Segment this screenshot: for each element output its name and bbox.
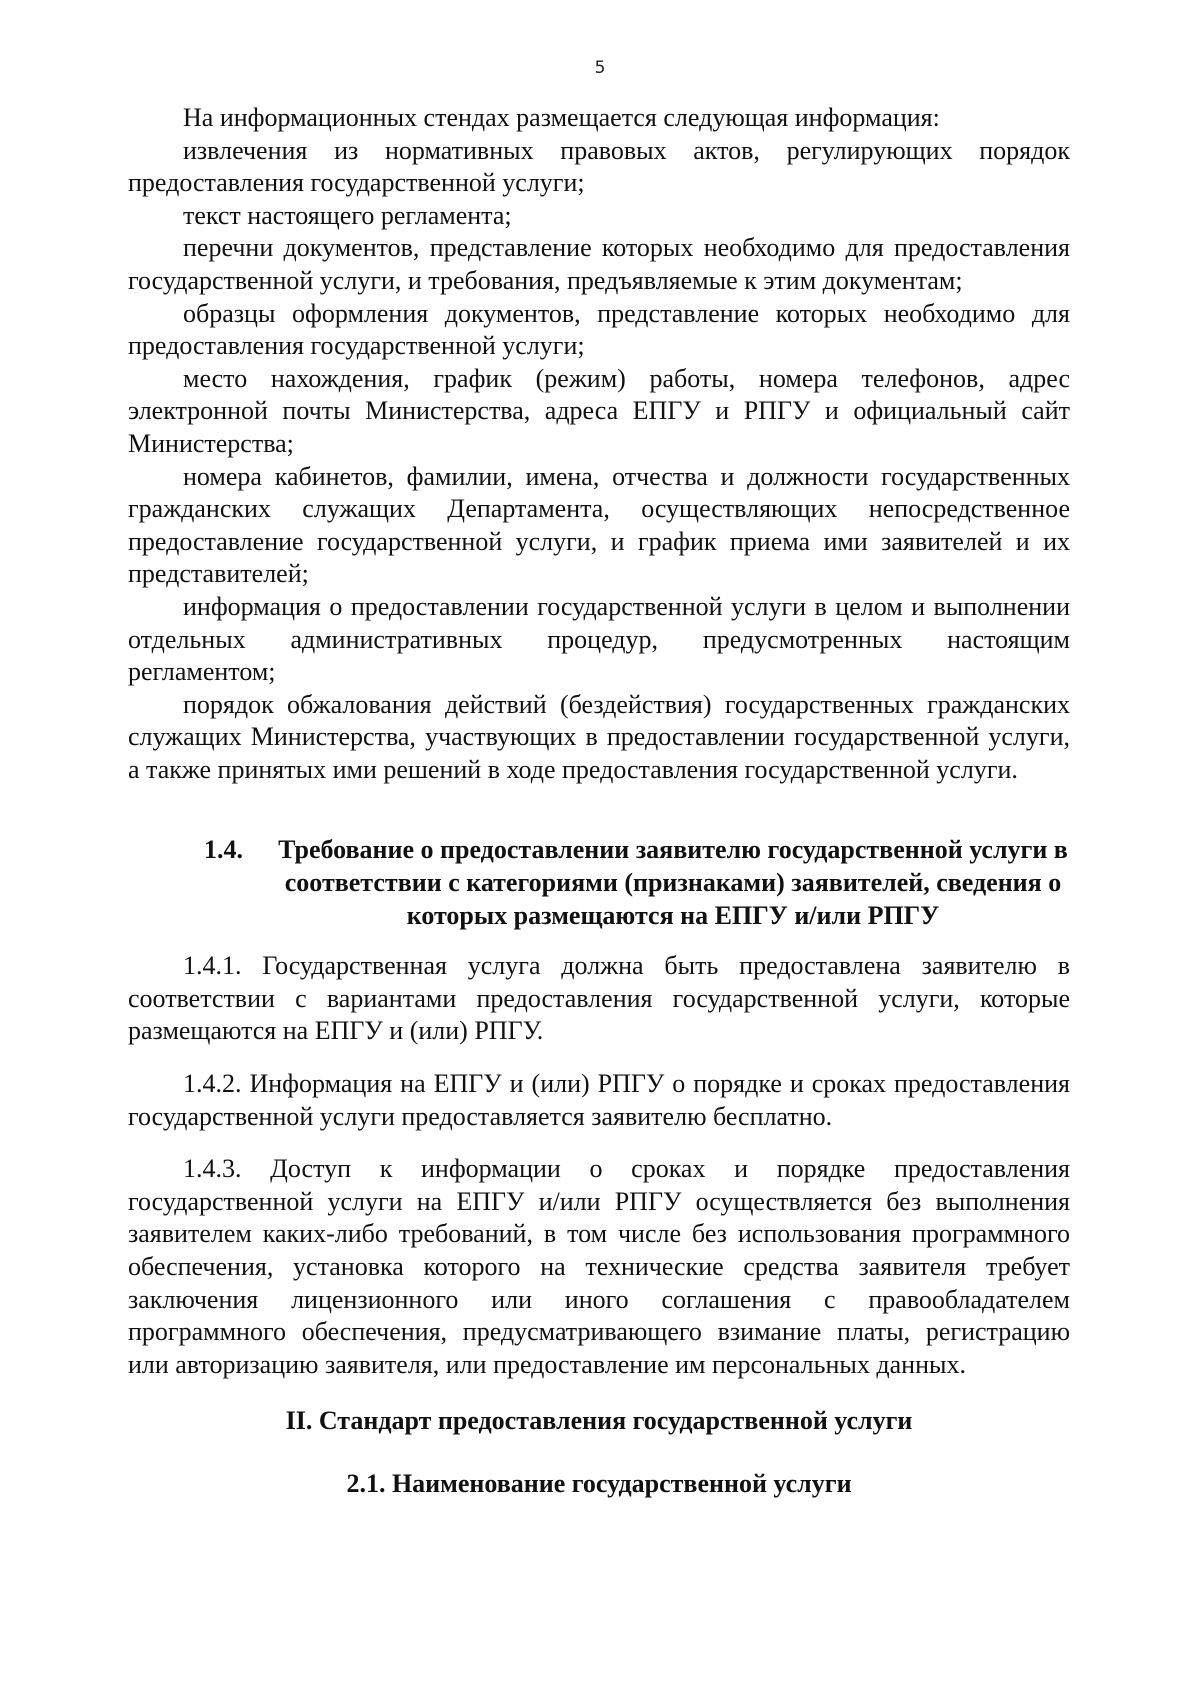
- paragraph-1-4-1: 1.4.1. Государственная услуга должна быть предоставлена заявителю в соответствии с вариантами предоставления государственной услуги, которые размещаются на ЕПГУ и (или) РПГУ.: [128, 951, 1070, 1046]
- paragraph-1-4-2: 1.4.2. Информация на ЕПГУ и (или) РПГУ о порядке и сроках предоставления государственной услуги предоставляется заявителю бесплатно.: [128, 1069, 1070, 1131]
- paragraph-1-4-3: 1.4.3. Доступ к информации о сроках и порядке предоставления государственной услуги на ЕПГУ и/или РПГУ осуществляется без выполнения заявителем каких-либо требований, в том числе без использования программного обеспечения, установка которого на технические средства заявителя требует заключения лицензионного или иного соглашения с правообладателем программного обеспечения, предусматривающего взимание платы, регистрацию или авторизацию заявителя, или предоставление им персональных данных.: [128, 1154, 1070, 1379]
- spacer: [128, 1381, 1070, 1405]
- paragraph: образцы оформления документов, представление которых необходимо для предоставления государственной услуги;: [128, 298, 1070, 361]
- spacer: [128, 1048, 1070, 1068]
- paragraph: порядок обжалования действий (бездействия) государственных гражданских служащих Министерства, участвующих в предоставлении государственной услуги, а также принятых ими решений в ходе предоставления государственной услуги.: [128, 689, 1070, 784]
- paragraph: текст настоящего регламента;: [183, 200, 512, 230]
- section-heading-1-4: [128, 834, 1070, 932]
- paragraph: информация о предоставлении государственной услуги в целом и выполнении отдельных административных процедур, предусмотренных настоящим регламентом;: [128, 591, 1070, 687]
- paragraph: перечни документов, представление которых необходимо для предоставления государственной услуги, и требования, предъявляемые к этим документам;: [128, 233, 1070, 295]
- section-title: Требование о предоставлении заявителю государственной услуги в соответствии с категориями (признаками) заявителей, сведения о которых размещаются на ЕПГУ и/или РПГУ: [278, 835, 1068, 930]
- section-heading-2: II. Стандарт предоставления государственной услуги: [285, 1406, 913, 1436]
- spacer: [128, 932, 1070, 950]
- paragraph: извлечения из нормативных правовых актов, регулирующих порядок предоставления государственной услуги;: [128, 135, 1070, 198]
- page-content: [128, 102, 1070, 1501]
- paragraph: номера кабинетов, фамилии, имена, отчества и должности государственных гражданских служащих Департамента, осуществляющих непосредственное предоставление государственной услуги, и график приема ими заявителей и их представителей;: [128, 461, 1070, 589]
- spacer: [128, 1133, 1070, 1153]
- spacer: [128, 786, 1070, 834]
- section-number: 1.4.: [204, 835, 243, 865]
- page-number: 5: [594, 58, 606, 78]
- spacer: [128, 1438, 1070, 1468]
- paragraph: место нахождения, график (режим) работы, номера телефонов, адрес электронной почты Министерства, адреса ЕПГУ и РПГУ и официальный сайт Министерства;: [128, 363, 1070, 458]
- section-heading-2-1: 2.1. Наименование государственной услуги: [346, 1468, 852, 1498]
- paragraph: На информационных стендах размещается следующая информация:: [183, 103, 940, 132]
